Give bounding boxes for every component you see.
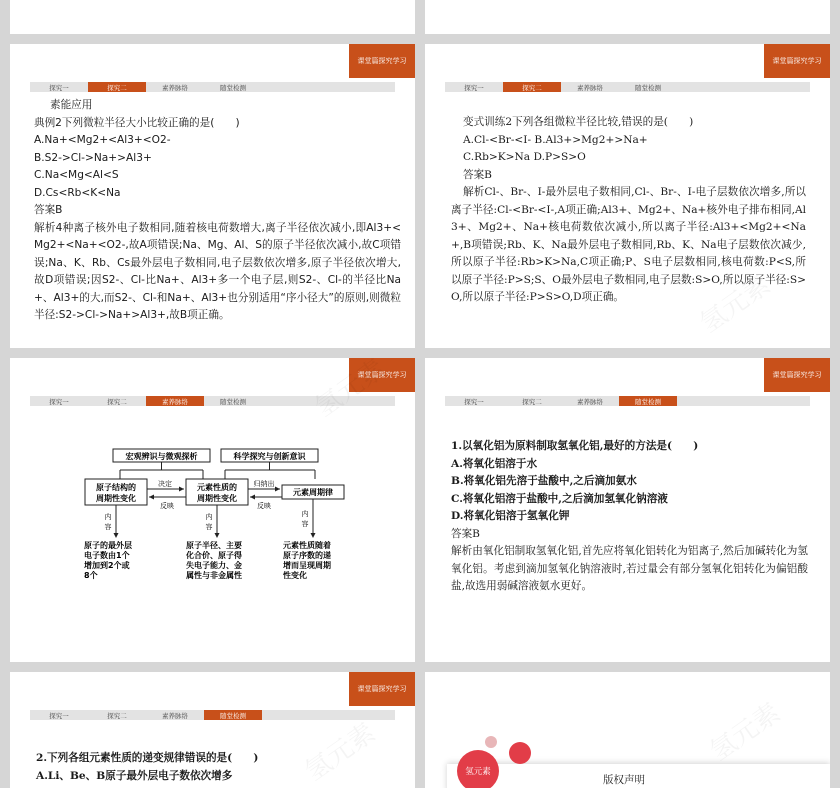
answer: 答案B (34, 204, 63, 216)
tab-explore-1[interactable]: 探究一 (464, 397, 484, 406)
explanation: 解析4种离子核外电子数相同,随着核电荷数增大,离子半径依次减小,即Al3+<Mg2+<Na+<O2-,故A项错误;Na、Mg、Al、S的原子半径依次减小,故C项错误;Na、K、Rb、Cs最外层电子数相同,电子层数依次增多,原子半径依次增大,故D项错误;因S2-、Cl-比Na+、Al3+多一个电子层,则S2-、Cl-的半径比Na+、Al3+的大,而S2-、Cl-和Na+、Al3+也分别适用“序小径大”的原则,则微粒半径:S2->Cl->Na+>Al3+,故B项正确。 (34, 221, 401, 321)
tab-explore-2[interactable]: 探究二 (107, 711, 127, 720)
box-element-properties-line1: 元素性质的 (197, 483, 237, 492)
label-content-c-2: 容 (301, 520, 309, 528)
slide-5-content (36, 750, 401, 785)
tab-quiz[interactable]: 随堂检测 (220, 83, 246, 92)
tab-literacy[interactable]: 素养脉络 (146, 396, 204, 406)
nav-bar (30, 710, 395, 720)
label-reflect-1: 反映 (160, 502, 174, 510)
tab-quiz[interactable]: 随堂检测 (204, 710, 262, 720)
logo-text: 氢元素 (465, 767, 491, 777)
nav-bar (445, 396, 810, 406)
option-a: A.Na+<Mg2+<Al3+<O2- (34, 134, 171, 146)
section-heading: 素能应用 (50, 99, 93, 111)
tab-quiz[interactable]: 随堂检测 (220, 397, 246, 406)
slide-1[interactable] (10, 44, 415, 348)
text-a-1: 原子的最外层 (84, 541, 132, 550)
decor-dot-small (485, 736, 497, 748)
slide-top-right-partial (425, 0, 830, 34)
answer: 答案B (463, 168, 492, 181)
text-a-2: 电子数由1个 (84, 551, 130, 560)
tab-explore-2[interactable]: 探究二 (88, 82, 146, 92)
slide-top-left-partial (10, 0, 415, 34)
explanation: 解析由氧化铝制取氢氧化铝,首先应将氧化铝转化为铝离子,然后加碱转化为氢氧化铝。考虑到滴加氢氧化钠溶液时,若过量会有部分氢氧化铝转化为偏铝酸盐,故选用弱碱溶液氨水更好。 (451, 545, 808, 592)
text-a-4: 8个 (84, 571, 98, 580)
text-b-1: 原子半径、主要 (186, 541, 242, 550)
option-c: C.将氧化铝溶于盐酸中,之后滴加氢氧化钠溶液 (451, 492, 668, 505)
tab-quiz[interactable]: 随堂检测 (619, 396, 677, 406)
box-atomic-structure-line2: 周期性变化 (96, 494, 136, 503)
text-c-1: 元素性质随着 (283, 541, 331, 550)
slide-2[interactable] (425, 44, 830, 348)
tab-explore-1[interactable]: 探究一 (49, 711, 69, 720)
slide-1-content (34, 97, 401, 325)
label-content-a-1: 内 (104, 513, 112, 521)
text-b-4: 属性与非金属性 (186, 571, 242, 580)
watermark (701, 693, 786, 768)
question-stem: 典例2下列微粒半径大小比较正确的是( ) (34, 116, 240, 129)
tab-explore-1[interactable]: 探究一 (49, 397, 69, 406)
tab-literacy[interactable]: 素养脉络 (162, 83, 188, 92)
option-d: D.将氧化铝溶于氢氧化钾 (451, 510, 570, 522)
label-decide: 决定 (158, 480, 172, 488)
decor-dot-medium (509, 742, 531, 764)
text-b-3: 失电子能力、金 (186, 561, 242, 570)
slide-5[interactable] (10, 672, 415, 788)
bracket-left (120, 462, 203, 479)
text-c-4: 性变化 (283, 571, 307, 580)
section-badge: 课堂篇探究学习 (764, 44, 830, 78)
slide-4[interactable] (425, 358, 830, 662)
section-badge: 课堂篇探究学习 (764, 358, 830, 392)
options-cd: C.Rb>K>Na D.P>S>O (463, 151, 586, 163)
options-ab: A.Cl-<Br-<I- B.Al3+>Mg2+>Na+ (463, 133, 648, 146)
option-b: B.S2->Cl->Na+>Al3+ (34, 151, 152, 164)
logo-circle (457, 750, 499, 788)
slide-2-content (451, 114, 806, 307)
question-stem: 1.以氧化铝为原料制取氢氧化铝,最好的方法是( ) (451, 440, 699, 452)
text-c-2: 原子序数的递 (283, 551, 331, 560)
section-badge: 课堂篇探究学习 (349, 358, 415, 392)
slide-6[interactable] (425, 672, 830, 788)
box-inquiry-innovation-label: 科学探究与创新意识 (233, 452, 306, 461)
label-summarize: 归纳出 (253, 480, 275, 488)
tab-literacy[interactable]: 素养脉络 (162, 711, 188, 720)
answer: 答案B (451, 527, 480, 540)
box-atomic-structure-line1: 原子结构的 (96, 483, 136, 492)
section-badge: 课堂篇探究学习 (349, 672, 415, 706)
option-d: D.Cs<Rb<K<Na (34, 186, 121, 199)
nav-bar (445, 82, 810, 92)
nav-bar (30, 82, 395, 92)
tab-explore-2[interactable]: 探究二 (522, 397, 542, 406)
literacy-diagram (10, 358, 415, 662)
label-content-b-2: 容 (205, 523, 213, 531)
bracket-right (225, 462, 315, 479)
tab-literacy[interactable]: 素养脉络 (577, 397, 603, 406)
box-element-properties-line2: 周期性变化 (197, 494, 237, 503)
slide-3[interactable] (10, 358, 415, 662)
label-reflect-2: 反映 (257, 502, 271, 510)
text-c-3: 增而呈现周期 (283, 561, 331, 570)
box-periodic-law-label: 元素周期律 (293, 488, 333, 497)
option-c: C.Na<Mg<Al<S (34, 169, 119, 181)
tab-quiz[interactable]: 随堂检测 (635, 83, 661, 92)
explanation: 解析Cl-、Br-、I-最外层电子数相同,Cl-、Br-、I-电子层数依次增多,所以离子半径:Cl-<Br-<I-,A项正确;Al3+、Mg2+、Na+核外电子排布相同,Al3+、Mg2+、Na+核电荷数依次减小,所以离子半径:Al3+<Mg2+<Na+,B项错误;Rb、K、Na最外层电子数相同,Rb、K、Na电子层数依次减少,所以原子半径:Rb>K>Na,C项正确;P、S电子层数相同,核电荷数:P<S,所以原子半径:P>S;S、O最外层电子数相同,电子层数:S>O,所以原子半径:S>O,所以原子半径:P>S>O,D项正确。 (451, 186, 806, 303)
text-b-2: 化合价、原子得 (186, 551, 242, 560)
tab-explore-1[interactable]: 探究一 (464, 83, 484, 92)
label-content-b-1: 内 (205, 513, 213, 521)
copyright-title: 版权声明 (603, 774, 645, 786)
tab-literacy[interactable]: 素养脉络 (577, 83, 603, 92)
label-content-c-1: 内 (301, 510, 309, 518)
question-stem: 2.下列各组元素性质的递变规律错误的是( ) (36, 752, 259, 764)
text-a-3: 增加到2个或 (84, 561, 130, 570)
option-a: A.将氧化铝溶于水 (451, 457, 538, 470)
tab-explore-2[interactable]: 探究二 (503, 82, 561, 92)
tab-explore-2[interactable]: 探究二 (107, 397, 127, 406)
slide-4-content (451, 438, 808, 596)
question-stem: 变式训练2下列各组微粒半径比较,错误的是( ) (463, 116, 694, 128)
section-badge: 课堂篇探究学习 (349, 44, 415, 78)
tab-explore-1[interactable]: 探究一 (49, 83, 69, 92)
label-content-a-2: 容 (104, 523, 112, 531)
box-macro-micro-label: 宏观辨识与微观探析 (125, 452, 198, 461)
option-b: B.将氧化铝先溶于盐酸中,之后滴加氨水 (451, 475, 637, 487)
option-a: A.Li、Be、B原子最外层电子数依次增多 (36, 769, 233, 782)
